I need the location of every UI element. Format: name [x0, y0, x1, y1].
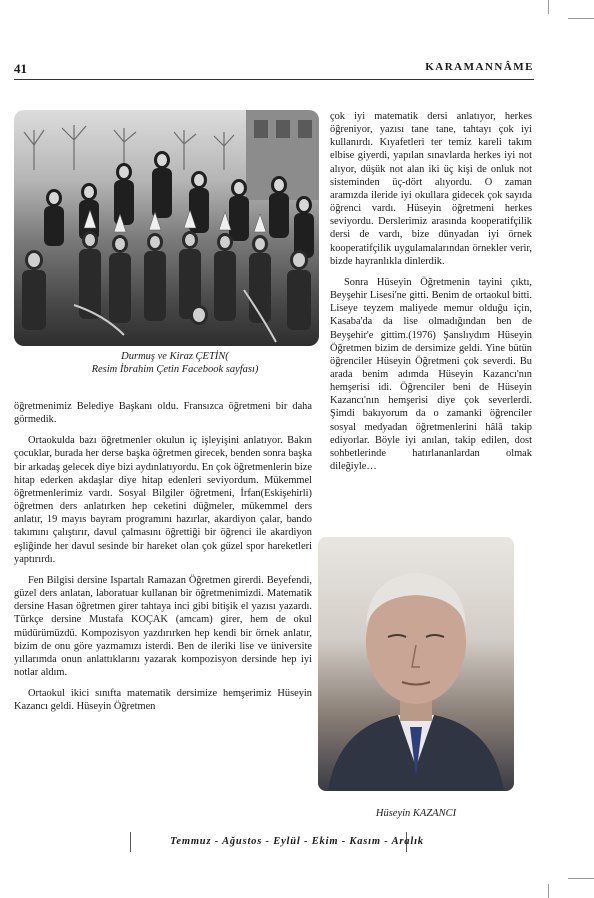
portrait-photo	[318, 537, 514, 791]
footer-months: Temmuz - Ağustos - Eylül - Ekim - Kasım - Aralık	[170, 836, 424, 847]
class-photo	[14, 110, 319, 346]
right-column	[330, 110, 532, 481]
photo-top-caption-line1: Durmuş ve Kiraz ÇETİN(	[121, 351, 229, 362]
magazine-title: KARAMANNÂME	[425, 61, 534, 73]
photo-top-caption	[60, 350, 290, 376]
portrait-graphic	[318, 537, 514, 791]
portrait-caption: Hüseyin KAZANCI	[375, 808, 457, 819]
class-photo-graphic	[14, 110, 319, 346]
left-paragraph: Ortaokulda bazı öğretmenler okulun iç işleyişini anlatıyor. Bakın çocuklar, burada her derse başka öğretmen girecek, benden sonra başka bir arkadaş gelecek diye bizi aydınlatıyordu. En çok öğretmenlerin bize hitap ederken akdaşlar diye hitap edenleri seviyordum. Mükemmel öğretmenlerimiz vardı. Sosyal Bilgiler öğretmeni, İrfan(Eskişehirli) öğretmen ders anlatırken hep ceketini düğmeler, mükemmel ders anlatır, 19 mayıs bayram programını hazırlar, akardiyon çalar, bando takımını çalıştırır, davul çalmasını öğrettiği bir öğrenci ile akardiyon eşliğinde her davul sesinde bir hareket olan çok güzel spor hareketleri yaptırırdı.	[14, 435, 312, 565]
crop-mark	[548, 884, 549, 898]
left-column	[14, 400, 312, 721]
page-number: 41	[14, 61, 27, 76]
header-rule	[14, 79, 534, 80]
crop-mark	[568, 18, 594, 19]
photo-top-caption-line2: Resim İbrahim Çetin Facebook sayfası)	[91, 364, 259, 375]
page-header	[14, 61, 534, 77]
left-paragraph: Fen Bilgisi dersine Ispartalı Ramazan Öğretmen girerdi. Beyefendi, güzel ders anlatan, laboratuar kullanan bir öğretmenimizdi. Matematik dersine Hasan öğretmen girer tahtaya inci gibi bitişik el yazısı yazardı. Türkçe dersine Mustafa KOÇAK (amcam) girer, hem de okul müdürümüzdü. Kompozisyon yazdırırken hep kendi bir örnek anlatır, bizim de onu göre yazmamızı isterdi. Ben de ileriki lise ve üniversite yıllarımda onun anlattıklarını yazarak kompozisyon dersinde hep iyi notlar aldım.	[14, 574, 312, 678]
left-paragraph: öğretmenimiz Belediye Başkanı oldu. Fransızca öğretmeni bir daha görmedik.	[14, 401, 312, 426]
crop-mark	[548, 0, 549, 14]
crop-mark	[568, 878, 594, 879]
right-paragraph: çok iyi matematik dersi anlatıyor, herkes öğreniyor, yazısı tane tane, tahtayı çok iyi kullanırdı. Kıyafetleri ter temiz kareli takım elbise giyerdi, yapılan sınavlarda herkes iyi not alıyor, düşük not alan iki üç kişi de onluk not sisteminden üç-dört alıyordu. O zaman aramızda ileride iyi okullara gidecek çok sayıda öğrenci vardı. Hüseyin öğretmeni herkes seviyordu. Derslerimiz arasında kooperatifçilik dersi de vardı, bize dünyadan iyi örnek kooperatifçilik uygulamalarından örnekler verir, bizde hayranlıkla dinlerdik.	[330, 111, 532, 267]
right-paragraph: Sonra Hüseyin Öğretmenin tayini çıktı, Beyşehir Lisesi'ne gitti. Benim de ortaokul bitti. Liseye teyzem maliyede memur olduğu için, Kasaba'da da lise olmadığından ben de Beyşehir'e gittim.(1976) Şanslıydım Hüseyin Öğretmen bizim de dersimize geldi. Yine bütün öğrenciler Hüseyin Öğretmeni çok severdi. Bu arada benim adımda Hüseyin Kazancı'nın hemşerisi idi. Öğrenciler beni de Hüseyin Kazancı'nın hemşerisi diye çok severlerdi. Şimdi bakıyorum da o zamanki öğrenciler sosyal medyadan öğretmenlerini hâlâ takip ediyorlar. Böyle iyi anılan, takip edilen, dost sohbetlerinde hatırlananlardan olmak dileğiyle…	[330, 276, 532, 473]
left-paragraph: Ortaokul ikici sınıfta matematik dersimize hemşerimiz Hüseyin Kazancı geldi. Hüseyin Öğretmen	[14, 688, 312, 713]
